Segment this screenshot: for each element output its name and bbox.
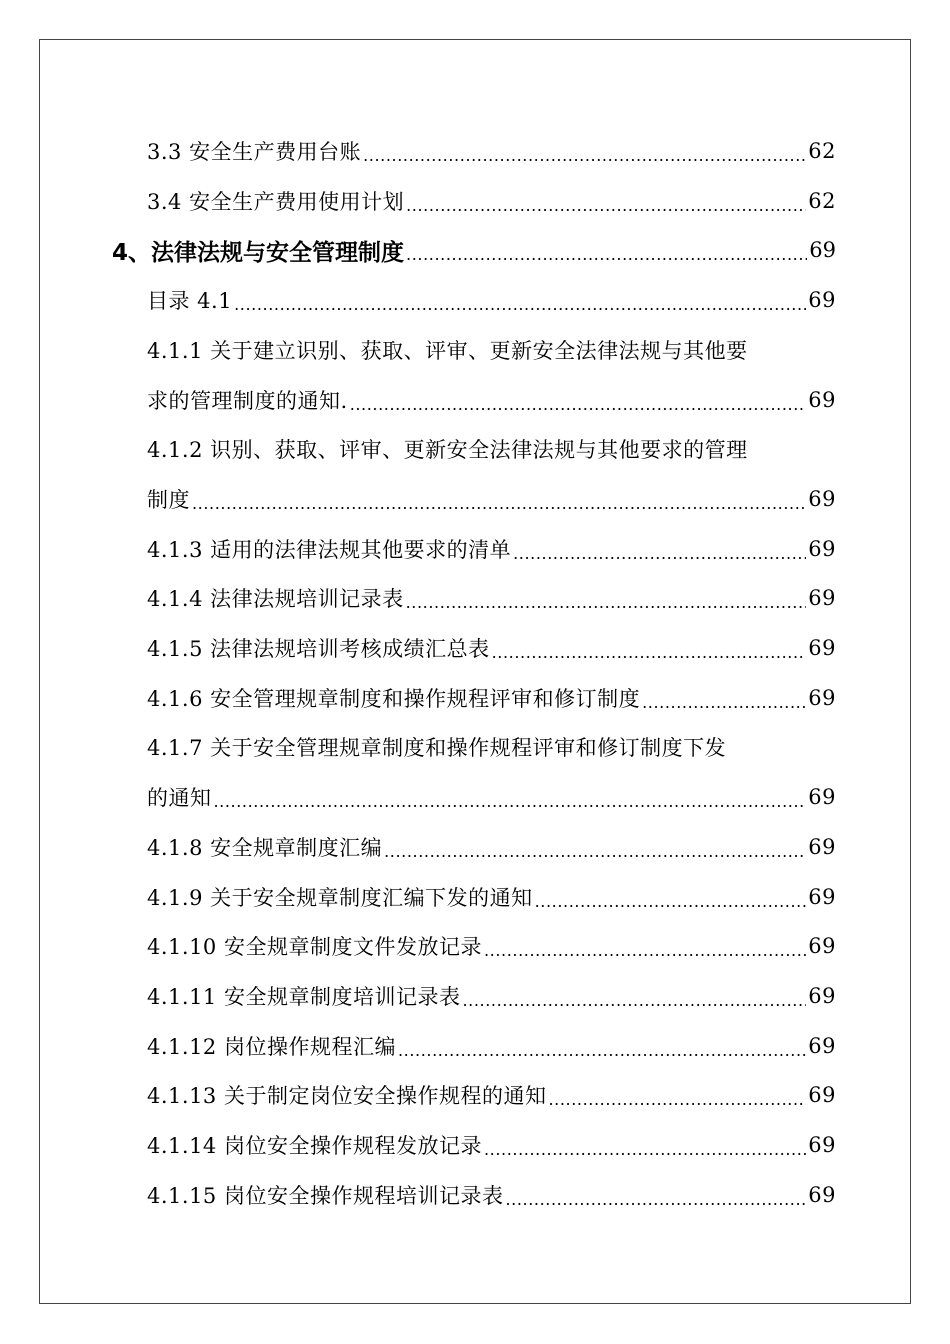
toc-dot-leader [484,1142,806,1170]
toc-entry[interactable] [147,375,836,425]
toc-entry[interactable] [147,325,836,375]
toc-dot-leader [492,645,807,673]
toc-entry-title: 4.1.3 适用的法律法规其他要求的清单 [147,537,512,562]
toc-dot-leader [363,148,806,176]
toc-entry-title: 4.1.5 法律法规培训考核成绩汇总表 [147,637,490,661]
toc-page-number: 69 [808,636,836,660]
toc-page-number: 69 [808,586,836,611]
toc-entry[interactable] [147,573,836,623]
toc-entry-title: 4.1.11 安全规章制度培训记录表 [147,984,461,1009]
toc-entry[interactable] [147,275,836,325]
toc-entry-title: 4.1.2 识别、获取、评审、更新安全法律法规与其他要求的管理 [147,438,748,463]
toc-entry-title: 4.1.12 岗位操作规程汇编 [147,1034,396,1059]
toc-dot-leader [406,198,806,226]
toc-page-number: 62 [808,139,836,163]
toc-entry-title: 4.1.15 岗位安全操作规程培训记录表 [147,1183,504,1208]
toc-dot-leader [350,397,807,425]
toc-dot-leader [513,546,806,574]
toc-entry-title: 4.1.9 关于安全规章制度汇编下发的通知 [147,885,533,910]
toc-entry[interactable] [147,722,836,772]
toc-entry-title: 求的管理制度的通知. [147,388,348,413]
toc-entry[interactable] [147,1070,836,1120]
toc-page-number: 69 [808,536,836,561]
toc-entry-title: 目录 4.1 [147,289,233,314]
toc-page-number: 69 [808,1083,836,1108]
toc-entry[interactable] [147,126,836,176]
toc-entry[interactable] [147,1170,836,1220]
toc-entry[interactable] [147,921,836,971]
toc-entry-title: 4.1.1 关于建立识别、获取、评审、更新安全法律法规与其他要 [147,338,748,363]
toc-dot-leader [505,1192,806,1220]
toc-entry-title: 4.1.6 安全管理规章制度和操作规程评审和修订制度 [147,686,641,711]
toc-dot-leader [406,595,807,623]
toc-dot-leader [535,894,807,922]
toc-dot-leader [406,247,807,275]
toc-entry-title: 的通知 [147,786,212,811]
toc-dot-leader [192,496,806,524]
toc-page-number: 62 [808,188,836,213]
toc-page-number: 69 [808,685,836,710]
toc-page-number: 69 [808,288,836,313]
toc-entry[interactable] [147,176,836,226]
toc-entry-title: 4.1.14 岗位安全操作规程发放记录 [147,1134,482,1158]
toc-dot-leader [234,297,806,325]
toc-page-number: 69 [808,934,836,959]
toc-entry-title: 4、法律法规与安全管理制度 [112,239,405,266]
toc-chapter-entry[interactable] [112,225,836,275]
toc-entry[interactable] [147,424,836,474]
toc-entry[interactable] [147,623,836,673]
toc-entry[interactable] [147,1120,836,1170]
toc-entry-title: 4.1.7 关于安全管理规章制度和操作规程评审和修订制度下发 [147,736,727,761]
toc-entry-title: 3.3 安全生产费用台账 [147,140,362,164]
toc-entry-title: 4.1.13 关于制定岗位安全操作规程的通知 [147,1084,547,1109]
toc-dot-leader [462,993,806,1021]
toc-page-number: 69 [808,387,836,412]
toc-page-number: 69 [808,785,836,810]
toc-entry[interactable] [147,971,836,1021]
toc-entry-title: 3.4 安全生产费用使用计划 [147,189,405,214]
toc-entry[interactable] [147,474,836,524]
toc-page-number: 69 [808,486,836,511]
toc-entry[interactable] [147,822,836,872]
toc-page-number: 69 [808,1033,836,1058]
toc-entry-title: 制度 [147,487,190,512]
toc-entry[interactable] [147,673,836,723]
toc-dot-leader [214,794,807,822]
toc-entry[interactable] [147,1021,836,1071]
toc-page-number: 69 [808,1182,836,1207]
toc-dot-leader [484,943,806,971]
toc-dot-leader [548,1092,806,1120]
toc-page-number: 69 [808,983,836,1008]
toc-entry[interactable] [147,772,836,822]
toc-entry[interactable] [147,524,836,574]
toc-entry[interactable] [147,872,836,922]
toc-page-number: 69 [808,1133,836,1157]
toc-dot-leader [384,844,806,872]
toc-entry-title: 4.1.10 安全规章制度文件发放记录 [147,935,482,960]
toc-page-number: 69 [808,834,836,859]
toc-entry-title: 4.1.4 法律法规培训记录表 [147,587,404,612]
toc-page-number: 69 [809,238,836,263]
toc-dot-leader [642,695,806,723]
toc-page-number: 69 [808,884,836,909]
toc-dot-leader [398,1043,806,1071]
toc-entry-title: 4.1.8 安全规章制度汇编 [147,835,383,860]
